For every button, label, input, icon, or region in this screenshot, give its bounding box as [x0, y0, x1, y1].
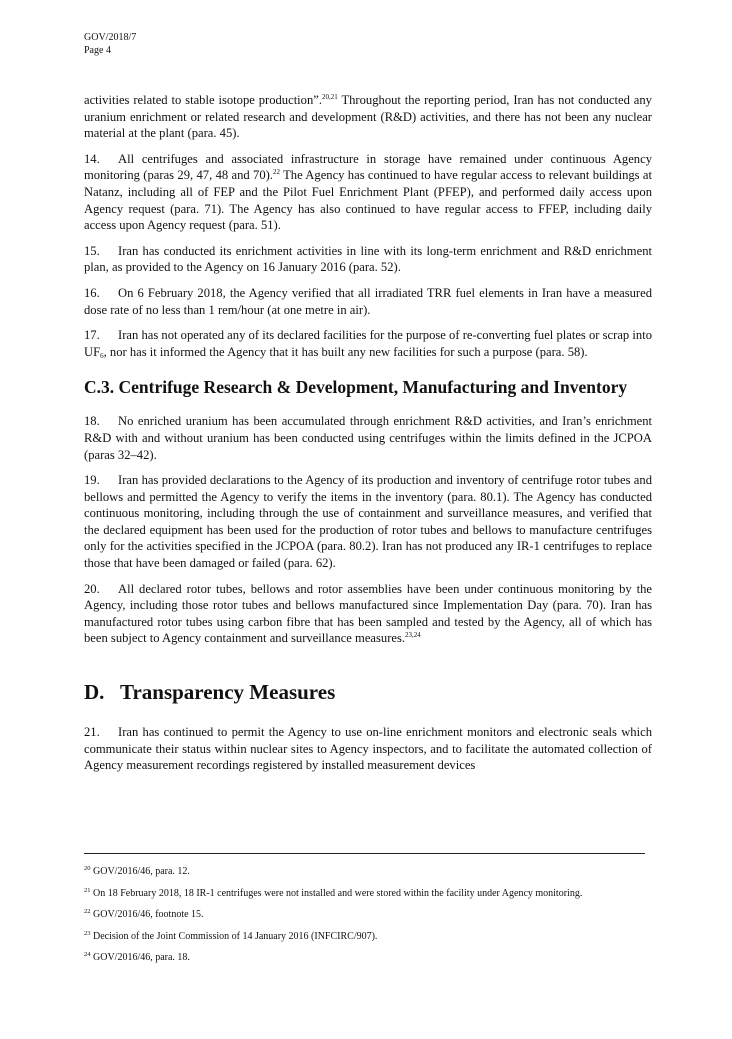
section-title: Transparency Measures [120, 680, 336, 705]
document-id: GOV/2018/7 [84, 32, 137, 43]
paragraph-number: 14. [84, 151, 100, 166]
page-header [84, 31, 136, 57]
paragraph-number: 20. [84, 581, 100, 596]
paragraph-16: 16. On 6 February 2018, the Agency verified that all irradiated TRR fuel elements in Iran have a measured dose rate of no less than 1 rem/hour (at one metre in air). [84, 285, 652, 317]
paragraph-15: 15. Iran has conducted its enrichment activities in line with its long-term enrichment and R&D enrichment plan, as provided to the Agency on 16 January 2016 (para. 52). [84, 243, 652, 275]
footnote-24: $^{24}$ GOV/2016/46, para. 18. [84, 951, 190, 963]
paragraph-number: 17. [84, 328, 100, 343]
footnote-20: $^{20}$ GOV/2016/46, para. 12. [84, 865, 190, 877]
paragraph-number: 16. [84, 285, 100, 300]
section-d-heading [84, 679, 652, 705]
paragraph-number: 21. [84, 725, 100, 740]
footnote-ref-20-21[interactable]: 20,21 [322, 93, 338, 101]
footnote-ref-23-24[interactable]: 23,24 [405, 631, 421, 640]
subscript-6: 6 [100, 351, 104, 360]
paragraph-number: 15. [84, 243, 100, 258]
paragraph-19: 19. Iran has provided declarations to the Agency of its production and inventory of centrifuge rotor tubes and bellows and permitted the Agency to verify the items in the inventory (para. 80.1). The Agency has conducted continuous monitoring, including through the use of containment and surveillance measures, and verified that the declared equipment has been used for the production of rotor tubes and bellows to manufacture centrifuges only for the activities specified in the JCPOA (para. 80.2). Iran has not produced any IR-1 centrifuges to replace those that have been damaged or failed (para. 62). [84, 473, 652, 571]
paragraph-21: 21. Iran has continued to permit the Agency to use on-line enrichment monitors and electronic seals which communicate their status within nuclear sites to Agency inspectors, and to facilitate the automated collection of Agency measurement recordings registered by installed measurement devices [84, 725, 652, 773]
paragraph-14: 14. All centrifuges and associated infrastructure in storage have remained under continuous Agency monitoring (paras 29, 47, 48 and 70).$^{22}$ The Agency has continued to have regular access to relevant buildings at Natanz, including all of FEP and the Pilot Fuel Enrichment Plant (PFEP), and performed daily access upon Agency request (para. 71). The Agency has also continued to have regular access to FFEP, including daily access upon Agency request (para. 51). [84, 151, 653, 233]
footnote-ref-22[interactable]: 22 [272, 168, 280, 177]
paragraph-18: 18. No enriched uranium has been accumulated through enrichment R&D activities, and Iran’s enrichment R&D with and without uranium has been conducted using centrifuges within the limits defined in the JCPOA (paras 32–42). [84, 414, 652, 462]
footnote-21: $^{21}$ On 18 February 2018, 18 IR-1 centrifuges were not installed and were stored within the facility under Agency monitoring. [84, 886, 583, 899]
paragraph-number: 18. [84, 414, 100, 429]
paragraph-number: 19. [84, 473, 100, 488]
paragraph-17: 17. Iran has not operated any of its declared facilities for the purpose of re-converting fuel plates or scrap into $UF_6$, nor has it informed the Agency that it has built any new facilities for such a purpose (para. 58). [84, 328, 652, 360]
footnotes [84, 866, 664, 974]
section-c3-heading: C.3. Centrifuge Research & Development, Manufacturing and Inventory [84, 377, 628, 398]
paragraph-13-continued: activities related to stable isotope production”.$^{20,21}$ Throughout the reporting period, Iran has not conducted any uranium enrichment or related research and development (R&D) activities, and there has not been any nuclear material at the plant (para. 45). [84, 93, 652, 141]
paragraph-20: 20. All declared rotor tubes, bellows and rotor assemblies have been under continuous monitoring by the Agency, including those rotor tubes and bellows manufactured since Implementation Day (para. 70). Iran has manufactured rotor tubes using carbon fibre that has been sampled and tested by the Agency, all of which has been subject to Agency containment and surveillance measures.$^{23,24}$ [84, 581, 652, 646]
footnote-divider [84, 853, 645, 854]
section-number: D. [84, 680, 105, 705]
footnote-23: $^{23}$ Decision of the Joint Commission of 14 January 2016 (INFCIRC/907). [84, 929, 378, 942]
page-number: Page 4 [84, 45, 111, 56]
main-content [84, 92, 652, 783]
footnote-22: $^{22}$ GOV/2016/46, footnote 15. [84, 908, 204, 920]
